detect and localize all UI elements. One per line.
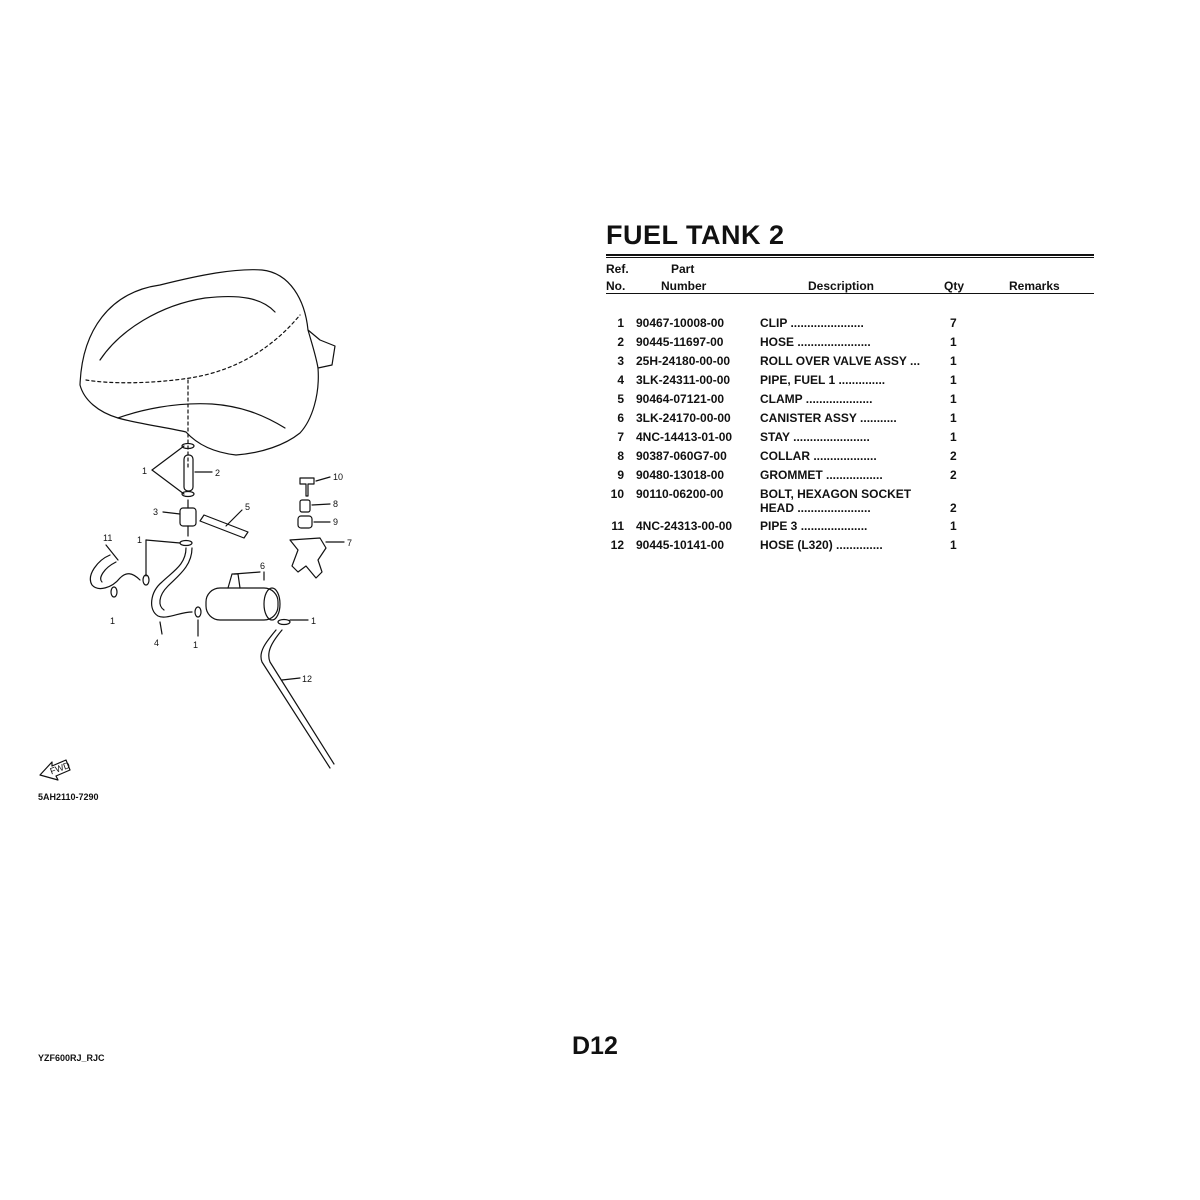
callout-6: 6 xyxy=(260,561,266,571)
part-description: CANISTER ASSY ........... xyxy=(760,411,897,425)
part-qty: 1 xyxy=(950,354,957,368)
callout-8: 8 xyxy=(333,499,339,509)
table-row xyxy=(606,430,1094,448)
part-6-canister xyxy=(206,588,278,620)
part-12-hose xyxy=(261,630,334,768)
diagram-svg xyxy=(0,0,600,820)
callout-3: 3 xyxy=(153,507,159,517)
part-qty: 7 xyxy=(950,316,957,330)
part-10-bolt xyxy=(300,478,314,496)
callout-9: 9 xyxy=(333,517,339,527)
title-rule xyxy=(606,254,1094,258)
part-qty: 1 xyxy=(950,519,957,533)
part-number: 25H-24180-00-00 xyxy=(636,354,731,368)
part-11-pipe xyxy=(90,555,140,589)
callout-1d: 1 xyxy=(193,640,199,650)
ref-number: 5 xyxy=(617,392,624,406)
part-number: 90467-10008-00 xyxy=(636,316,725,330)
header-part-line2: Number xyxy=(661,279,707,293)
part-number: 90464-07121-00 xyxy=(636,392,725,406)
table-row xyxy=(606,449,1094,467)
ref-number: 12 xyxy=(610,538,624,552)
part-number: 90387-060G7-00 xyxy=(636,449,727,463)
clip xyxy=(278,620,290,625)
fuel-tank-inner-curve xyxy=(100,297,275,360)
part-number: 4NC-14413-01-00 xyxy=(636,430,733,444)
part-number: 3LK-24311-00-00 xyxy=(636,373,731,387)
part-qty: 1 xyxy=(950,430,957,444)
callout-4: 4 xyxy=(154,638,160,648)
ref-number: 8 xyxy=(617,449,624,463)
table-row xyxy=(606,316,1094,334)
table-row xyxy=(606,538,1094,556)
ref-number: 6 xyxy=(617,411,624,425)
ref-number: 1 xyxy=(617,316,624,330)
callout-11: 11 xyxy=(103,533,113,543)
part-number: 4NC-24313-00-00 xyxy=(636,519,733,533)
ref-number: 4 xyxy=(617,373,624,387)
callout-7: 7 xyxy=(347,538,353,548)
part-description: GROMMET ................. xyxy=(760,468,883,482)
ref-number: 7 xyxy=(617,430,624,444)
callout-1b: 1 xyxy=(137,535,143,545)
clip xyxy=(111,587,117,597)
header-qty: Qty xyxy=(944,279,965,293)
ref-number: 9 xyxy=(617,468,624,482)
fwd-label: FWD xyxy=(48,760,72,777)
part-description: CLAMP .................... xyxy=(760,392,873,406)
header-remarks: Remarks xyxy=(1009,279,1060,293)
part-number: 90445-10141-00 xyxy=(636,538,725,552)
callout-1e: 1 xyxy=(311,616,317,626)
part-description: HOSE ...................... xyxy=(760,335,871,349)
fuel-tank-underside xyxy=(118,404,285,428)
diagram-code: 5AH2110-7290 xyxy=(38,792,99,802)
table-row xyxy=(606,335,1094,353)
part-description: STAY ....................... xyxy=(760,430,870,444)
part-description: COLLAR ................... xyxy=(760,449,877,463)
part-description: BOLT, HEXAGON SOCKET xyxy=(760,487,912,501)
part-5-clamp xyxy=(200,515,248,538)
part-description-line2: HEAD ...................... xyxy=(760,501,871,515)
part-description: PIPE, FUEL 1 .............. xyxy=(760,373,886,387)
ref-number: 3 xyxy=(617,354,624,368)
ref-number: 11 xyxy=(611,519,624,533)
part-7-stay xyxy=(290,538,326,578)
part-qty: 2 xyxy=(950,501,957,515)
part-description: ROLL OVER VALVE ASSY ... xyxy=(760,354,921,368)
part-qty: 1 xyxy=(950,335,957,349)
callout-1c: 1 xyxy=(110,616,116,626)
page-title: FUEL TANK 2 xyxy=(606,220,785,250)
part-4-pipe xyxy=(152,548,192,617)
part-qty: 1 xyxy=(950,411,957,425)
header-rule xyxy=(606,293,1094,294)
part-number: 90110-06200-00 xyxy=(636,487,724,501)
part-3-roll-over-valve xyxy=(180,508,196,526)
header-ref-line2: No. xyxy=(606,279,626,293)
clip xyxy=(180,541,192,546)
ref-number: 2 xyxy=(617,335,624,349)
fuel-tank-seam xyxy=(86,315,300,383)
header-ref-line1: Ref. xyxy=(606,262,629,276)
table-row xyxy=(606,392,1094,410)
part-description: PIPE 3 .................... xyxy=(760,519,868,533)
callout-5: 5 xyxy=(245,502,251,512)
clip xyxy=(195,607,201,617)
callout-10: 10 xyxy=(333,472,344,482)
part-qty: 2 xyxy=(950,468,957,482)
part-8-collar xyxy=(300,500,310,512)
page-code: D12 xyxy=(572,1032,618,1060)
part-qty: 1 xyxy=(950,373,957,387)
part-number: 90480-13018-00 xyxy=(636,468,725,482)
table-row xyxy=(606,411,1094,429)
table-row xyxy=(606,519,1094,537)
ref-number: 10 xyxy=(610,487,624,501)
header-description: Description xyxy=(808,279,875,293)
table-row xyxy=(606,487,1094,521)
table-row xyxy=(606,354,1094,372)
header-part-line1: Part xyxy=(671,262,695,276)
callout-1: 1 xyxy=(142,466,148,476)
part-description: HOSE (L320) .............. xyxy=(760,538,883,552)
table-row xyxy=(606,373,1094,391)
callout-12: 12 xyxy=(302,674,313,684)
part-9-grommet xyxy=(298,516,312,528)
model-code: YZF600RJ_RJC xyxy=(38,1053,105,1063)
part-qty: 1 xyxy=(950,392,957,406)
table-row xyxy=(606,468,1094,486)
part-description: CLIP ...................... xyxy=(760,316,864,330)
part-number: 3LK-24170-00-00 xyxy=(636,411,731,425)
part-qty: 1 xyxy=(950,538,957,552)
exploded-parts-diagram xyxy=(0,0,600,820)
part-number: 90445-11697-00 xyxy=(636,335,724,349)
callout-2: 2 xyxy=(215,468,221,478)
part-qty: 2 xyxy=(950,449,957,463)
